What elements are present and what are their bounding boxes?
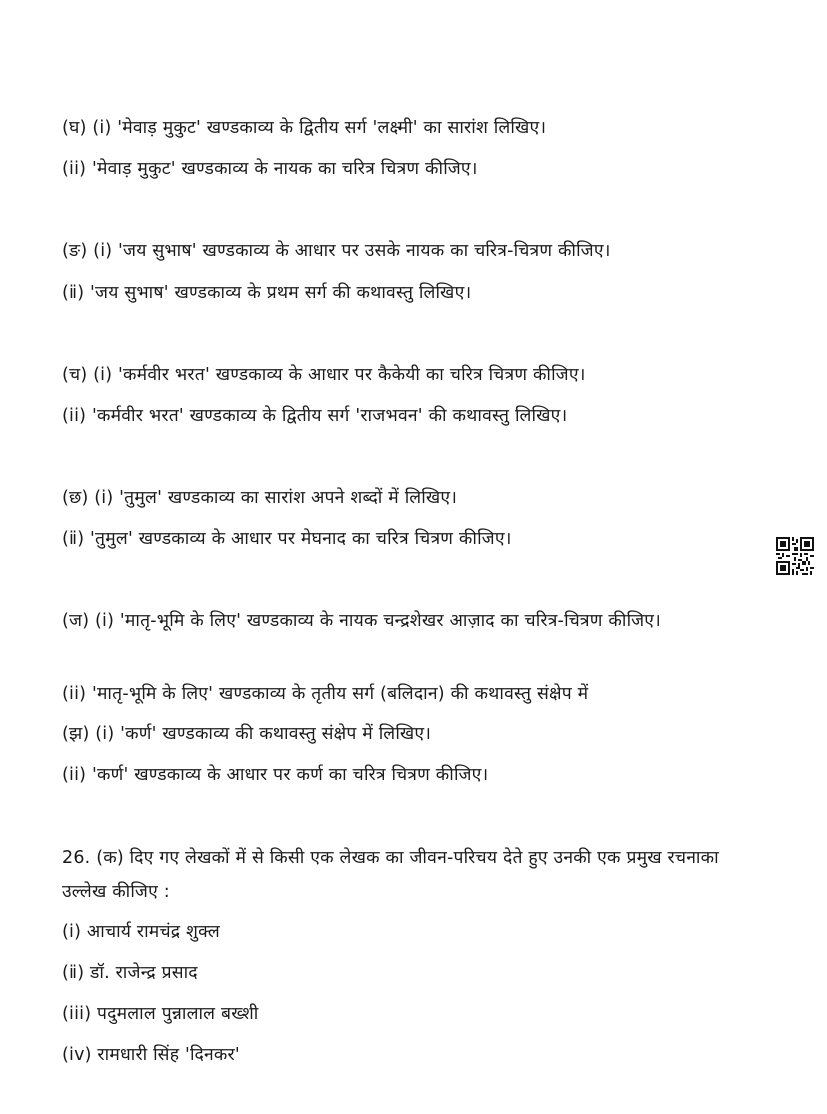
question-ja-i: (ज) (i) 'मातृ-भूमि के लिए' खण्डकाव्य के नायक चन्द्रशेखर आज़ाद का चरित्र-चित्रण कीजिए। bbox=[62, 611, 661, 631]
question-gha-ii: (ii) 'मेवाड़ मुकुट' खण्डकाव्य के नायक का चरित्र चित्रण कीजिए। bbox=[62, 159, 478, 179]
question-ja-ii: (ii) 'मातृ-भूमि के लिए' खण्डकाव्य के तृतीय सर्ग (बलिदान) की कथावस्तु संक्षेप में bbox=[62, 684, 589, 704]
question-gha-i: (घ) (i) 'मेवाड़ मुकुट' खण्डकाव्य के द्वितीय सर्ग 'लक्ष्मी' का सारांश लिखिए। bbox=[62, 118, 547, 138]
qr-code-icon bbox=[776, 537, 814, 575]
question-chha-ii: (ⅱ) 'तुमुल' खण्डकाव्य के आधार पर मेघनाद का चरित्र चित्रण कीजिए। bbox=[62, 529, 512, 549]
question-jha-i: (झ) (i) 'कर्ण' खण्डकाव्य की कथावस्तु संक्षेप में लिखिए। bbox=[62, 724, 432, 744]
author-option-iv: (iv) रामधारी सिंह 'दिनकर' bbox=[62, 1045, 240, 1065]
question-cha-i: (च) (i) 'कर्मवीर भरत' खण्डकाव्य के आधार पर कैकेयी का चरित्र चित्रण कीजिए। bbox=[62, 365, 586, 385]
question-nga-i: (ङ) (i) 'जय सुभाष' खण्डकाव्य के आधार पर उसके नायक का चरित्र-चित्रण कीजिए। bbox=[62, 241, 611, 261]
question-cha-ii: (ii) 'कर्मवीर भरत' खण्डकाव्य के द्वितीय सर्ग 'राजभवन' की कथावस्तु लिखिए। bbox=[62, 406, 568, 426]
author-option-iii: (iii) पदुमलाल पुन्नालाल बख्शी bbox=[62, 1004, 259, 1024]
author-option-i: (i) आचार्य रामचंद्र शुक्ल bbox=[62, 922, 220, 942]
author-option-ii: (ⅱ) डॉ. राजेन्द्र प्रसाद bbox=[62, 963, 198, 983]
question-26-ka: 26. (क) दिए गए लेखकों में से किसी एक लेखक का जीवन-परिचय देते हुए उनकी एक प्रमुख रचनाका उल्लेख कीजिए : bbox=[62, 848, 719, 902]
question-nga-ii: (ⅱ) 'जय सुभाष' खण्डकाव्य के प्रथम सर्ग की कथावस्तु लिखिए। bbox=[62, 283, 472, 303]
question-jha-ii: (ii) 'कर्ण' खण्डकाव्य के आधार पर कर्ण का चरित्र चित्रण कीजिए। bbox=[62, 765, 489, 785]
question-chha-i: (छ) (i) 'तुमुल' खण्डकाव्य का सारांश अपने शब्दों में लिखिए। bbox=[62, 488, 458, 508]
